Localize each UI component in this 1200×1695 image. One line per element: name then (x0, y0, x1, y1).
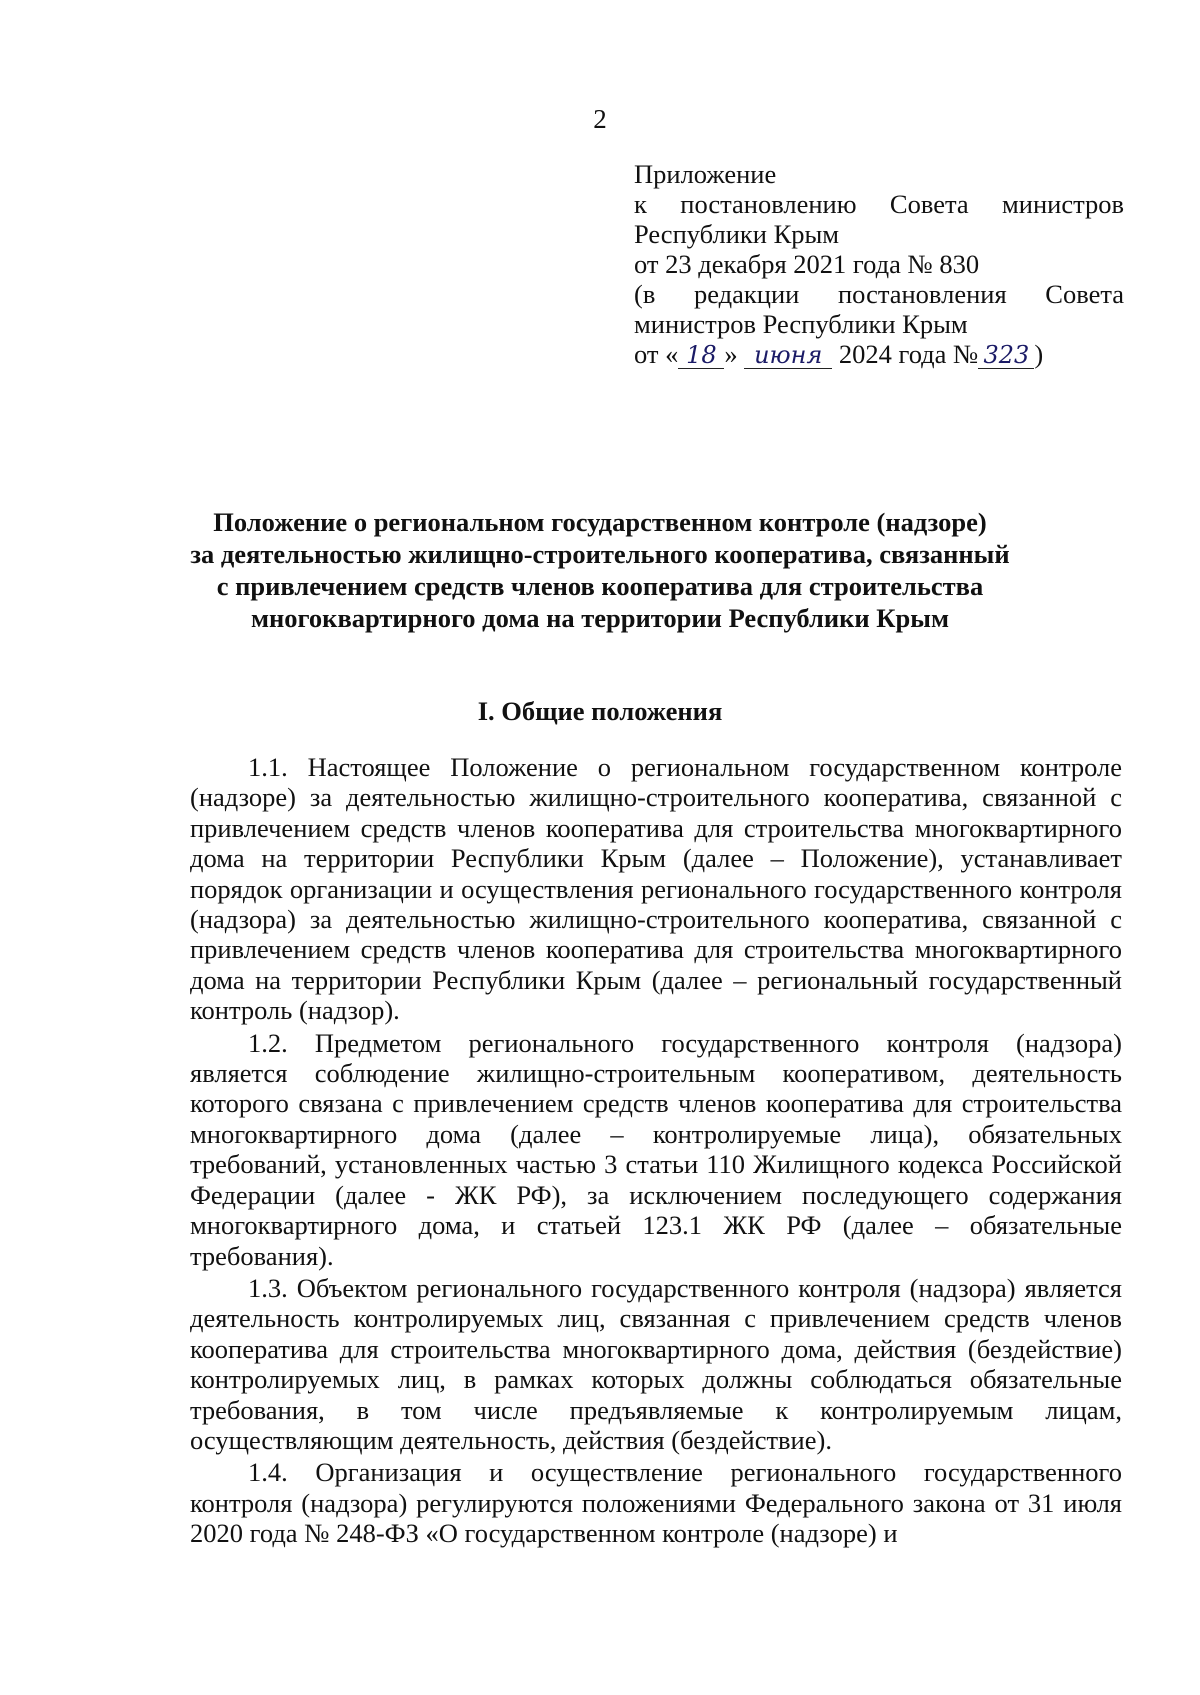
appendix-amendment-date-line (634, 339, 1124, 369)
handwritten-day: 18 (678, 342, 724, 369)
amendment-year: 2024 года № (838, 339, 979, 369)
appendix-ministers-line: министров Республики Крым (634, 309, 968, 339)
paragraph-1-2: 1.2. Предметом регионального государственного контроля (надзора) является соблюдение жилищно-строительным кооперативом, деятельность которого связана с привлечением средств членов кооператива для строительства многоквартирного дома (далее – контролируемые лица), обязательных требований, установленных частью 3 статьи 110 Жилищного кодекса Российской Федерации (далее - ЖК РФ), за исключением последующего содержания многоквартирного дома, и статьей 123.1 ЖК РФ (далее – обязательные требования). (190, 1027, 1122, 1271)
appendix-edition-line: (в редакции постановления Совета (634, 279, 1124, 309)
amendment-quote-close: » (724, 339, 738, 369)
title-line: Положение о региональном государственном контроле (надзоре) (213, 507, 987, 537)
paragraph-1-4: 1.4. Организация и осуществление регионального государственного контроля (надзора) регулируются положениями Федерального закона от 31 июля 2020 года № 248-ФЗ «О государственном контроле (надзоре) и (190, 1457, 1122, 1549)
handwritten-number: 323 (978, 342, 1034, 369)
title-line: за деятельностью жилищно-строительного кооператива, связанный (190, 539, 1010, 569)
appendix-label: Приложение (634, 159, 777, 189)
title-line: многоквартирного дома на территории Республики Крым (250, 603, 950, 633)
appendix-resolution-line: к постановлению Совета министров (634, 189, 1124, 219)
appendix-date-line: от 23 декабря 2021 года № 830 (634, 249, 980, 279)
document-body (190, 752, 1122, 1551)
title-line: с привлечением средств членов кооператива для строительства (216, 571, 984, 601)
appendix-block (634, 159, 1124, 369)
handwritten-month: июня (744, 342, 832, 369)
paragraph-1-1: 1.1. Настоящее Положение о региональном государственном контроле (надзоре) за деятельностью жилищно-строительного кооператива, связанной с привлечением средств членов кооператива для строительства многоквартирного дома на территории Республики Крым (далее – Положение), устанавливает порядок организации и осуществления регионального государственного контроля (надзора) за деятельностью жилищно-строительного кооператива, связанной с привлечением средств членов кооператива для строительства многоквартирного дома на территории Республики Крым (далее – региональный государственный контроль (надзор). (190, 752, 1122, 1026)
amendment-suffix: ) (1034, 339, 1044, 369)
amendment-prefix: от « (634, 339, 679, 369)
appendix-republic-line: Республики Крым (634, 219, 840, 249)
paragraph-1-3: 1.3. Объектом регионального государственного контроля (надзора) является деятельность контролируемых лиц, связанная с привлечением средств членов кооператива для строительства многоквартирного дома, действия (бездействие) контролируемых лиц, в рамках которых должны соблюдаться обязательные требования, в том числе предъявляемые к контролируемым лицам, осуществляющим деятельность, действия (бездействие). (190, 1272, 1122, 1455)
document-title (190, 506, 1010, 634)
page-number: 2 (593, 104, 607, 134)
section-heading: I. Общие положения (477, 696, 723, 726)
